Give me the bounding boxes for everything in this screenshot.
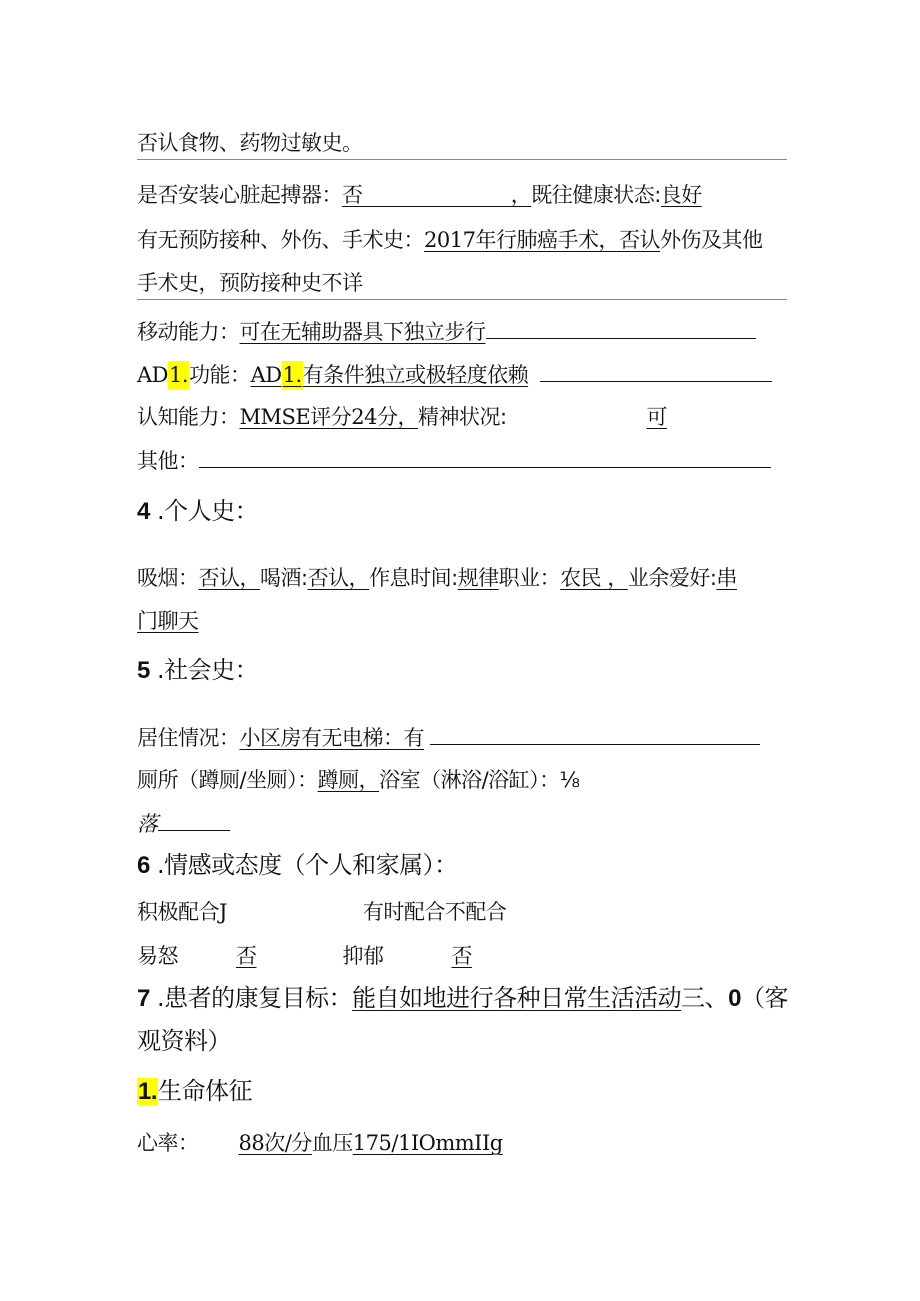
section-6-heading: 6 .情感或态度（个人和家属）：: [137, 851, 458, 879]
health-value: 良好: [660, 183, 702, 207]
blood-pressure-value: 175/1IOmmIIg: [352, 1131, 503, 1155]
section-5-heading: 5 .社会史：: [137, 656, 259, 684]
section-4-heading: 4 .个人史：: [137, 497, 259, 525]
mobility-label: 移动能力：: [137, 320, 240, 344]
cognition-line: [137, 402, 667, 432]
pacemaker-label: 是否安装心脏起搏器：: [137, 183, 342, 207]
attitude-option-sometimes: 有时配合不配合: [362, 900, 507, 924]
allergy-line: [137, 128, 363, 158]
mobility-value: 可在无辅助器具下独立步行: [239, 320, 486, 344]
blank-line: [199, 445, 771, 468]
divider: [137, 159, 787, 160]
adl-label: 功能：: [189, 363, 251, 387]
mental-value: 可: [646, 405, 668, 429]
pacemaker-line: [137, 180, 702, 210]
blank-line: [540, 359, 772, 382]
heart-line: 心率： 88次/分血压175/1IOmmIIg: [137, 1131, 503, 1155]
blank-line: [430, 722, 760, 745]
heart-rate-value: 88次/分: [238, 1131, 312, 1155]
history-line: [137, 225, 762, 255]
living-line: 居住情况：小区房有无电梯：有: [137, 722, 760, 753]
vitals-heading: [137, 1076, 252, 1107]
anger-value: 否: [236, 944, 257, 968]
bath-value-continued: 落: [137, 812, 158, 836]
history-line-2: [137, 268, 363, 298]
check-mark: J: [219, 900, 227, 924]
health-label: 既往健康状态:: [531, 183, 661, 207]
goal-value: 能自如地进行各种日常生活活动: [352, 984, 682, 1012]
personal-line-2: [137, 606, 199, 636]
adl-code: AD1.: [137, 363, 189, 387]
history-label: 有无预防接种、外伤、手术史：: [137, 228, 424, 252]
pacemaker-value: 否 ，: [342, 183, 532, 207]
section-7-heading: 7 .患者的康复目标：能自如地进行各种日常生活活动三、0（客: [137, 984, 788, 1012]
other-line: [137, 445, 771, 476]
allergy-text: 否认食物、药物过敏史。: [137, 131, 363, 155]
personal-line: 吸烟：否认，喝酒:否认，作息时间:规律职业：农民 ，业余爱好:串: [137, 566, 737, 590]
hobby-value: 串: [716, 566, 737, 590]
history-value: 2017年行肺癌手术，否认: [424, 228, 660, 252]
depress-value: 否: [451, 944, 472, 968]
attitude-line: [137, 897, 506, 927]
divider: [137, 299, 787, 300]
adl-value: AD1.有条件独立或极轻度依赖: [250, 363, 529, 387]
smoke-value: 否认，: [198, 566, 260, 590]
toilet-line-2: [137, 808, 230, 839]
toilet-line: 厕所（蹲厕/坐厕）：蹲厕，浴室（淋浴/浴缸）：⅛: [137, 768, 580, 792]
blank-line: [158, 808, 230, 831]
rest-value: 规律: [457, 566, 499, 590]
section-7-line-2: 观资料）: [137, 1027, 231, 1055]
blank-line: [486, 316, 756, 339]
history-continued: 手术史，预防接种史不详: [137, 271, 363, 295]
drink-value: 否认，: [307, 566, 370, 590]
attitude-option-positive: 积极配合: [137, 900, 219, 924]
toilet-value: 蹲厕，: [317, 768, 380, 792]
adl-line: [137, 359, 772, 390]
history-rest: 外伤及其他: [659, 228, 763, 252]
mood-line: 易怒 否 抑郁 否: [137, 944, 472, 968]
cognition-label: 认知能力：: [137, 405, 240, 429]
job-value: 农民 ，: [560, 566, 628, 590]
vitals-title: 生命体征: [158, 1077, 253, 1105]
other-label: 其他：: [137, 449, 199, 473]
mobility-line: [137, 316, 756, 347]
vitals-number: 1.: [138, 1078, 158, 1105]
cognition-value: MMSE评分24分，: [239, 405, 418, 429]
living-value: 小区房有无电梯：有: [239, 726, 424, 750]
bath-value: ⅛: [559, 768, 580, 792]
mental-label: 精神状况:: [417, 405, 507, 429]
hobby-value-continued: 门聊天: [137, 609, 199, 633]
